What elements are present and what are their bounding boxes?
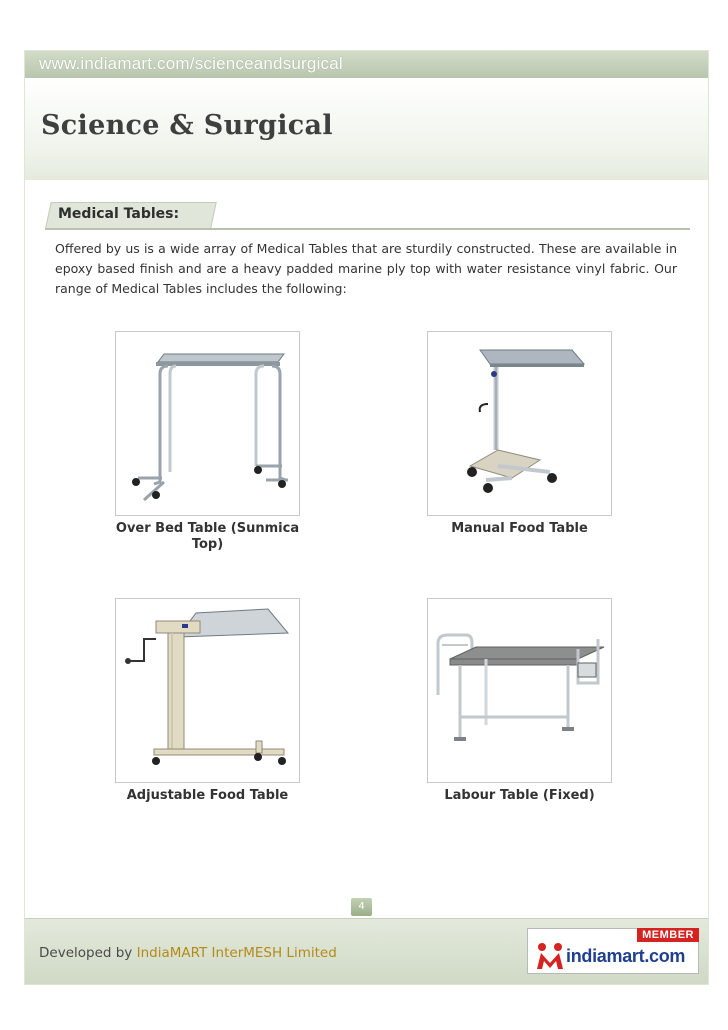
product-image-adjustable-food-table xyxy=(115,598,300,783)
website-url[interactable]: www.indiamart.com/scienceandsurgical xyxy=(39,54,343,73)
product-image-manual-food-table xyxy=(427,331,612,516)
product-caption-labour-table: Labour Table (Fixed) xyxy=(444,788,595,803)
section-title: Medical Tables: xyxy=(58,206,180,222)
company-brand: Science & Surgical xyxy=(41,110,333,141)
product-caption-over-bed-table: Over Bed Table (Sunmica Top) xyxy=(115,521,300,552)
labour-table-image-icon xyxy=(428,599,611,782)
developed-by-label: Developed by xyxy=(39,945,133,961)
indiamart-logo-icon xyxy=(534,939,566,971)
adjustable-food-table-image-icon xyxy=(116,599,299,782)
over-bed-table-image-icon xyxy=(116,332,299,515)
member-label: MEMBER xyxy=(637,928,699,942)
product-image-over-bed-table xyxy=(115,331,300,516)
indiamart-logo-text: indiamart.com xyxy=(566,946,686,966)
url-banner xyxy=(25,51,708,78)
section-divider xyxy=(45,228,690,230)
product-caption-manual-food-table: Manual Food Table xyxy=(451,521,588,536)
page-number: 4 xyxy=(351,898,372,916)
indiamart-member-badge[interactable] xyxy=(527,928,699,974)
product-image-labour-table xyxy=(427,598,612,783)
section-description: Offered by us is a wide array of Medical Tables that are sturdily constructed. These are available in epoxy based finish and are a heavy padded marine ply top with water resistance vinyl fabric. Our range of Medical Tables includes the following: xyxy=(55,241,677,296)
product-caption-adjustable-food-table: Adjustable Food Table xyxy=(126,788,289,803)
developer-link[interactable]: IndiaMART InterMESH Limited xyxy=(136,945,337,961)
manual-food-table-image-icon xyxy=(428,332,611,515)
developed-by-line xyxy=(39,945,337,961)
brochure-page xyxy=(24,50,709,985)
